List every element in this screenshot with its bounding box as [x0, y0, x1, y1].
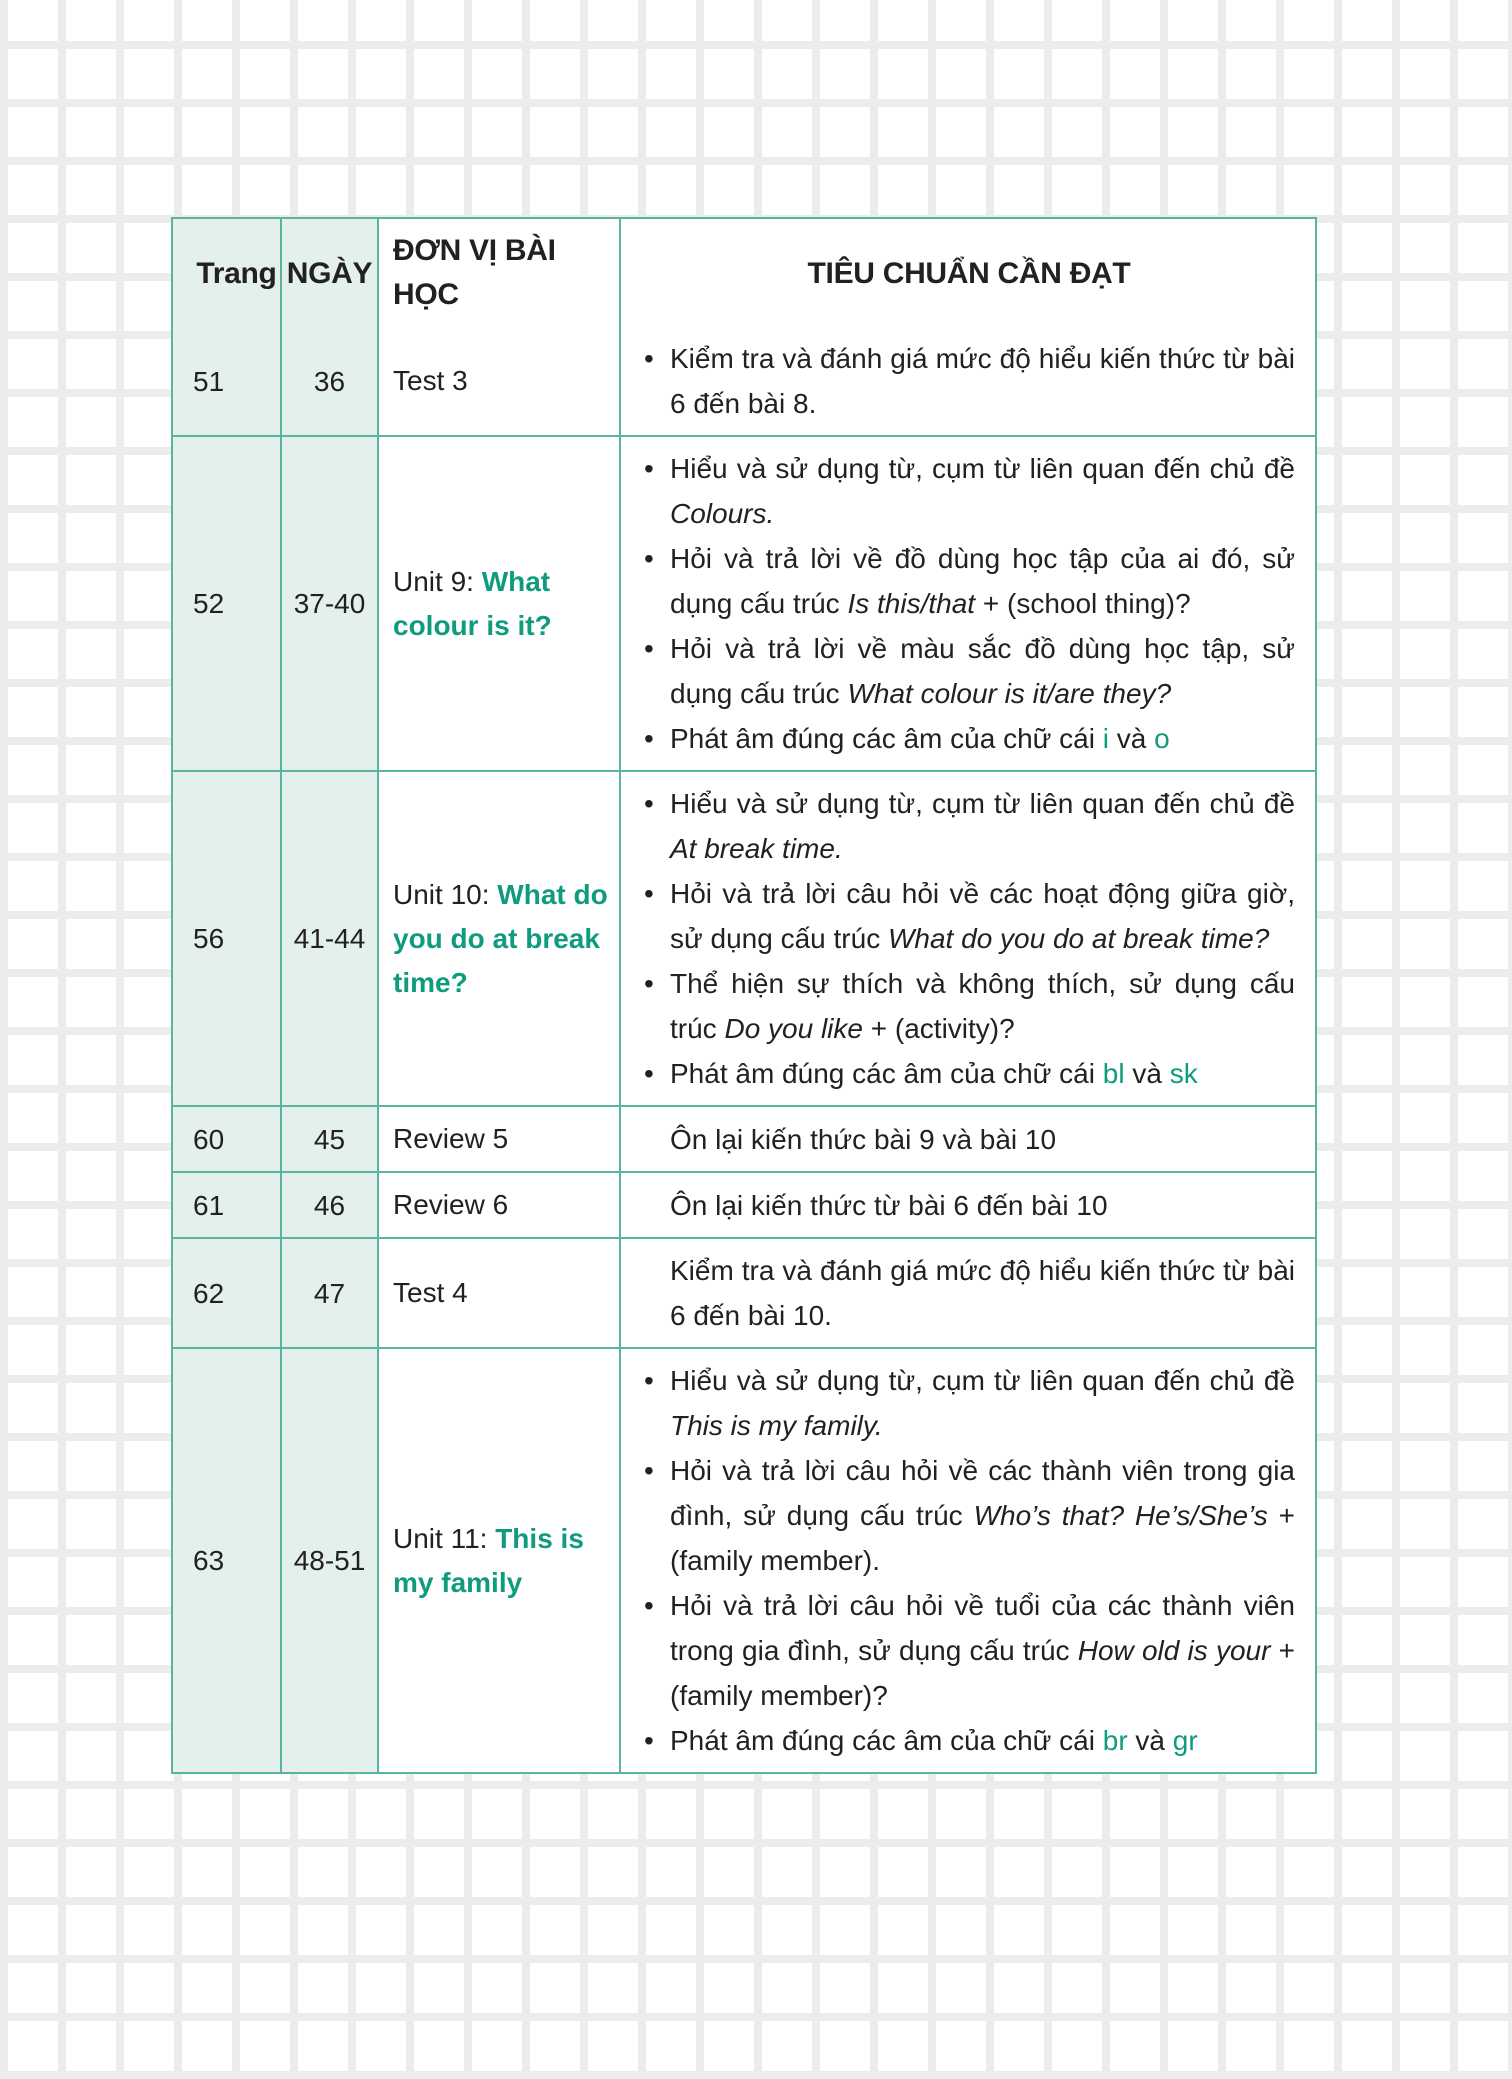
text-segment: Is this/that	[847, 588, 976, 619]
unit-title-cell	[379, 1239, 621, 1347]
unit-title-text	[393, 1271, 468, 1315]
text-segment: Phát âm đúng các âm của chữ cái	[670, 1058, 1103, 1089]
text-segment: bl	[1102, 1058, 1125, 1089]
text-segment: và	[1108, 723, 1155, 754]
unit-title-cell	[379, 327, 621, 435]
text-segment: How old is your	[1077, 1635, 1271, 1666]
page-number-cell: 63	[173, 1349, 282, 1772]
text-segment: Hỏi và trả lời về màu sắc đồ dùng học tập, sử dụng cấu trúc	[670, 633, 1295, 709]
text-segment: gr	[1172, 1725, 1198, 1756]
text-segment: Hỏi và trả lời câu hỏi về các hoạt động giữa giờ, sử dụng cấu trúc	[670, 878, 1295, 954]
table-row	[173, 435, 1315, 770]
text-segment: This is my family	[393, 1522, 584, 1598]
text-segment: Kiểm tra và đánh giá mức độ hiểu kiến thức từ bài 6 đến bài 8.	[670, 343, 1295, 419]
text-segment: sk	[1169, 1058, 1198, 1089]
table-row	[173, 1105, 1315, 1171]
unit-title-cell	[379, 437, 621, 770]
standards-cell	[621, 437, 1315, 770]
text-segment: o	[1154, 723, 1170, 754]
table-row	[173, 1171, 1315, 1237]
unit-title-text	[393, 560, 611, 648]
text-segment: This is my family.	[670, 1410, 883, 1441]
header-ngay: NGÀY	[282, 219, 379, 327]
standard-bullet-item	[643, 536, 1295, 626]
day-range-cell: 48-51	[282, 1349, 379, 1772]
text-segment: và	[1127, 1725, 1173, 1756]
standard-bullet-item	[643, 961, 1295, 1051]
page-number-cell: 60	[173, 1107, 282, 1171]
text-segment: What do you do at break time?	[887, 923, 1270, 954]
text-segment: Phát âm đúng các âm của chữ cái	[670, 1725, 1103, 1756]
header-don-vi-bai-hoc: ĐƠN VỊ BÀI HỌC	[379, 219, 621, 327]
page-number-cell: 51	[173, 327, 282, 435]
text-segment: Unit 9:	[393, 565, 482, 597]
standard-bullet-item	[643, 1051, 1295, 1096]
text-segment: br	[1102, 1725, 1128, 1756]
standards-cell	[621, 1349, 1315, 1772]
text-segment: Unit 10:	[393, 878, 498, 910]
text-segment: What colour is it?	[393, 565, 552, 641]
text-segment: Hiểu và sử dụng từ, cụm từ liên quan đến chủ đề	[670, 1365, 1295, 1396]
text-segment: Hỏi và trả lời câu hỏi về các thành viên trong gia đình, sử dụng cấu trúc	[670, 1455, 1295, 1531]
page-number-cell: 52	[173, 437, 282, 770]
standard-bullet-item	[643, 781, 1295, 871]
table-row	[173, 770, 1315, 1105]
unit-title-text	[393, 873, 611, 1005]
day-range-cell: 46	[282, 1173, 379, 1237]
standard-bullet-item	[643, 446, 1295, 536]
page-number-cell: 56	[173, 772, 282, 1105]
unit-title-cell	[379, 1349, 621, 1772]
text-segment: Hỏi và trả lời câu hỏi về tuổi của các thành viên trong gia đình, sử dụng cấu trúc	[670, 1590, 1295, 1666]
text-segment: Who’s that? He’s/She’s	[973, 1500, 1268, 1531]
text-segment: Hiểu và sử dụng từ, cụm từ liên quan đến chủ đề	[670, 788, 1295, 819]
standard-text-item	[643, 1248, 1295, 1338]
header-tieu-chuan-can-dat: TIÊU CHUẨN CẦN ĐẠT	[621, 219, 1315, 327]
day-range-cell: 36	[282, 327, 379, 435]
text-segment: Ôn lại kiến thức từ bài 6 đến bài 10	[670, 1189, 1108, 1221]
text-segment: + (family member).	[670, 1500, 1295, 1576]
page-number-cell: 62	[173, 1239, 282, 1347]
text-segment: + (activity)?	[862, 1013, 1015, 1044]
text-segment: Unit 11:	[393, 1522, 496, 1554]
text-segment: Kiểm tra và đánh giá mức độ hiểu kiến thức từ bài 6 đến bài 10.	[670, 1255, 1295, 1331]
standards-cell	[621, 1239, 1315, 1347]
unit-title-text	[393, 1117, 508, 1161]
standard-text-item	[643, 1117, 1295, 1162]
standards-cell	[621, 1107, 1315, 1171]
standard-bullet-item	[643, 1448, 1295, 1583]
standards-cell	[621, 1173, 1315, 1237]
header-trang: Trang	[173, 219, 282, 327]
unit-title-cell	[379, 772, 621, 1105]
table-row	[173, 1237, 1315, 1347]
standards-cell	[621, 327, 1315, 435]
text-segment: Phát âm đúng các âm của chữ cái	[670, 723, 1103, 754]
unit-title-text	[393, 359, 468, 403]
table-body	[173, 327, 1315, 1772]
text-segment: Do you like	[724, 1013, 863, 1044]
unit-title-cell	[379, 1173, 621, 1237]
text-segment: Ôn lại kiến thức bài 9 và bài 10	[670, 1123, 1057, 1155]
standard-text-item	[643, 1183, 1295, 1228]
unit-title-text	[393, 1183, 508, 1227]
standard-bullet-item	[643, 626, 1295, 716]
unit-title-text	[393, 1517, 611, 1605]
standard-bullet-item	[643, 336, 1295, 426]
text-segment: Review 5	[393, 1123, 509, 1154]
table-row	[173, 327, 1315, 435]
standard-bullet-item	[643, 871, 1295, 961]
standard-bullet-item	[643, 1583, 1295, 1718]
text-segment: và	[1124, 1058, 1170, 1089]
table-row	[173, 1347, 1315, 1772]
text-segment: Test 4	[393, 1277, 468, 1308]
standard-bullet-item	[643, 1718, 1295, 1763]
curriculum-table	[171, 217, 1317, 1774]
text-segment: What colour is it/are they?	[847, 678, 1172, 709]
unit-title-cell	[379, 1107, 621, 1171]
day-range-cell: 47	[282, 1239, 379, 1347]
text-segment: Colours.	[670, 498, 775, 529]
day-range-cell: 37-40	[282, 437, 379, 770]
standard-bullet-item	[643, 1358, 1295, 1448]
page-number-cell: 61	[173, 1173, 282, 1237]
day-range-cell: 41-44	[282, 772, 379, 1105]
text-segment: Hiểu và sử dụng từ, cụm từ liên quan đến chủ đề	[670, 453, 1295, 484]
text-segment: Hỏi và trả lời về đồ dùng học tập của ai đó, sử dụng cấu trúc	[670, 543, 1295, 619]
text-segment: + (school thing)?	[975, 588, 1191, 619]
day-range-cell: 45	[282, 1107, 379, 1171]
text-segment: Thể hiện sự thích và không thích, sử dụng cấu trúc	[670, 968, 1295, 1044]
text-segment: What do you do at break time?	[393, 878, 608, 998]
text-segment: At break time.	[670, 833, 843, 864]
standard-bullet-item	[643, 716, 1295, 761]
standards-cell	[621, 772, 1315, 1105]
text-segment: Review 6	[393, 1189, 509, 1220]
text-segment: + (family member)?	[670, 1635, 1295, 1711]
table-header-row	[173, 219, 1315, 327]
text-segment: i	[1102, 723, 1109, 754]
text-segment: Test 3	[393, 365, 468, 396]
